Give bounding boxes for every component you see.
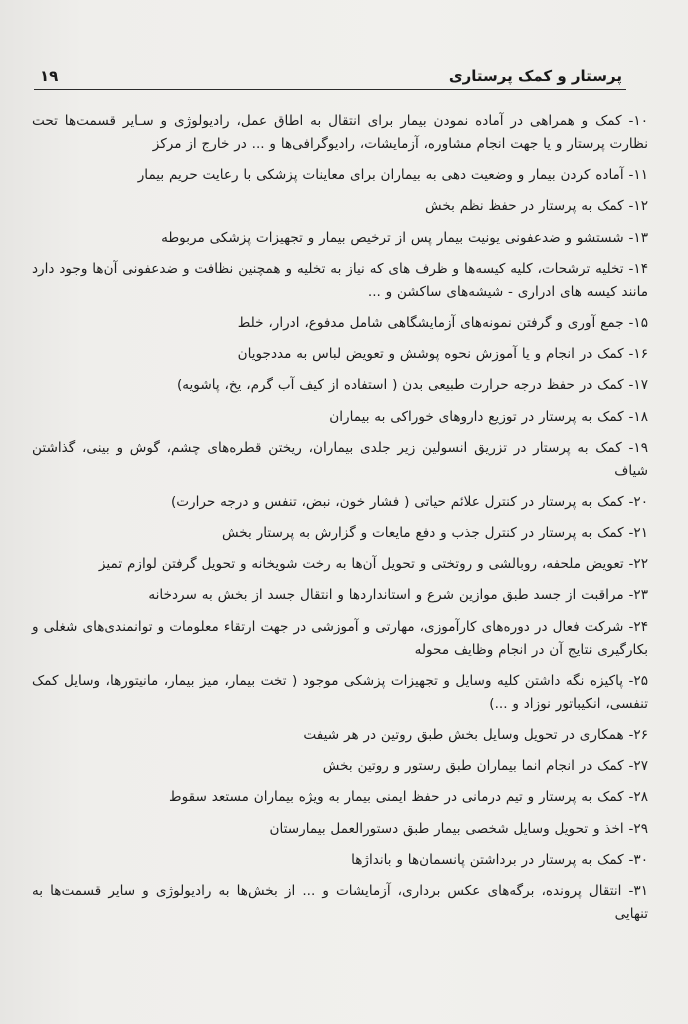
duty-item: ۱۶- کمک در انجام و یا آموزش نحوه پوشش و تعویض لباس به مددجویان xyxy=(237,346,648,363)
duty-item: ۳۱- انتقال پرونده، برگه‌های عکس برداری، آزمایشات و ... از بخش‌ها به رادیولوژی و سایر قسمت‌ها به تنهایی xyxy=(32,882,648,922)
page-header xyxy=(34,50,626,90)
duty-item: ۳۰- کمک به پرستار در برداشتن پانسمان‌ها و بانداژها xyxy=(351,851,648,868)
duty-item: ۲۸- کمک به پرستار و تیم درمانی در حفظ ایمنی بیمار به ویژه بیماران مستعد سقوط xyxy=(169,789,648,806)
duty-item: ۲۱- کمک به پرستار در کنترل جذب و دفع مایعات و گزارش به پرستار بخش xyxy=(221,525,648,542)
duty-item: ۱۳- شستشو و ضدعفونی یونیت بیمار پس از ترخیص بیمار و تجهیزات پزشکی مربوطه xyxy=(161,229,648,246)
running-title: پرستار و کمک پرستاری xyxy=(448,67,622,85)
duty-item: ۱۹- کمک به پرستار در تزریق انسولین زیر جلدی بیماران، ریختن قطره‌های چشم، گوش و بینی، گذاشتن شیاف xyxy=(32,439,648,479)
duty-item: ۱۵- جمع آوری و گرفتن نمونه‌های آزمایشگاهی شامل مدفوع، ادرار، خلط xyxy=(237,314,648,331)
duty-item: ۲۳- مراقبت از جسد طبق موازین شرع و استانداردها و انتقال جسد از بخش به سردخانه xyxy=(148,587,648,604)
duty-item: ۱۷- کمک در حفظ درجه حرارت طبیعی بدن ( استفاده از کیف آب گرم، یخ، پاشویه) xyxy=(176,377,648,394)
duty-item: ۲۵- پاکیزه نگه داشتن کلیه وسایل و تجهیزات پزشکی موجود ( تخت بیمار، میز بیمار، مانیتورها، وسایل کمک تنفسی، انکیباتور نوزاد و ...) xyxy=(32,672,648,712)
duty-item: ۱۴- تخلیه ترشحات، کلیه کیسه‌ها و ظرف های که نیاز به تخلیه و همچنین نظافت و ضدعفونی آن‌ها وجود دارد مانند کیسه های ادراری - شیشه‌های ساکشن و ... xyxy=(32,260,648,300)
duty-item: ۱۸- کمک به پرستار در توزیع داروهای خوراکی به بیماران xyxy=(329,408,648,425)
duty-item: ۲۹- اخذ و تحویل وسایل شخصی بیمار طبق دستورالعمل بیمارستان xyxy=(269,820,648,837)
duty-item: ۱۰- کمک و همراهی در آماده نمودن بیمار برای انتقال به اطاق عمل، رادیولوژی و سـایر قسمت‌ها تحت نظارت پرستار و یا جهت انجام مشاوره، آزمایشات، رادیوگرافی‌ها و ... در خارج از مرکز xyxy=(32,113,648,152)
duty-item: ۲۶- همکاری در تحویل وسایل بخش طبق روتین در هر شیفت xyxy=(303,727,648,743)
duty-item: ۲۰- کمک به پرستار در کنترل علائم حیاتی ( فشار خون، نبض، تنفس و درجه حرارت) xyxy=(170,493,648,510)
page-number: ۱۹ xyxy=(40,67,59,85)
duty-item: ۲۷- کمک در انجام انما بیماران طبق رستور و روتین بخش xyxy=(322,758,648,775)
duty-item: ۲۴- شرکت فعال در دوره‌های کارآموزی، مهارتی و آموزشی در جهت ارتقاء معلومات و توانمندی‌های شغلی و بکارگیری نتایج آن در انجام وظایف محوله xyxy=(32,618,648,658)
duty-item: ۲۲- تعویض ملحفه، روبالشی و روتختی و تحویل آن‌ها به رخت شویخانه و تحویل گرفتن لوازم تمیز xyxy=(98,556,648,573)
duty-list xyxy=(32,110,648,934)
duty-item: ۱۲- کمک به پرستار در حفظ نظم بخش xyxy=(425,198,648,215)
duty-item: ۱۱- آماده کردن بیمار و وضعیت دهی به بیماران برای معاینات پزشکی با رعایت حریم بیمار xyxy=(137,167,648,184)
